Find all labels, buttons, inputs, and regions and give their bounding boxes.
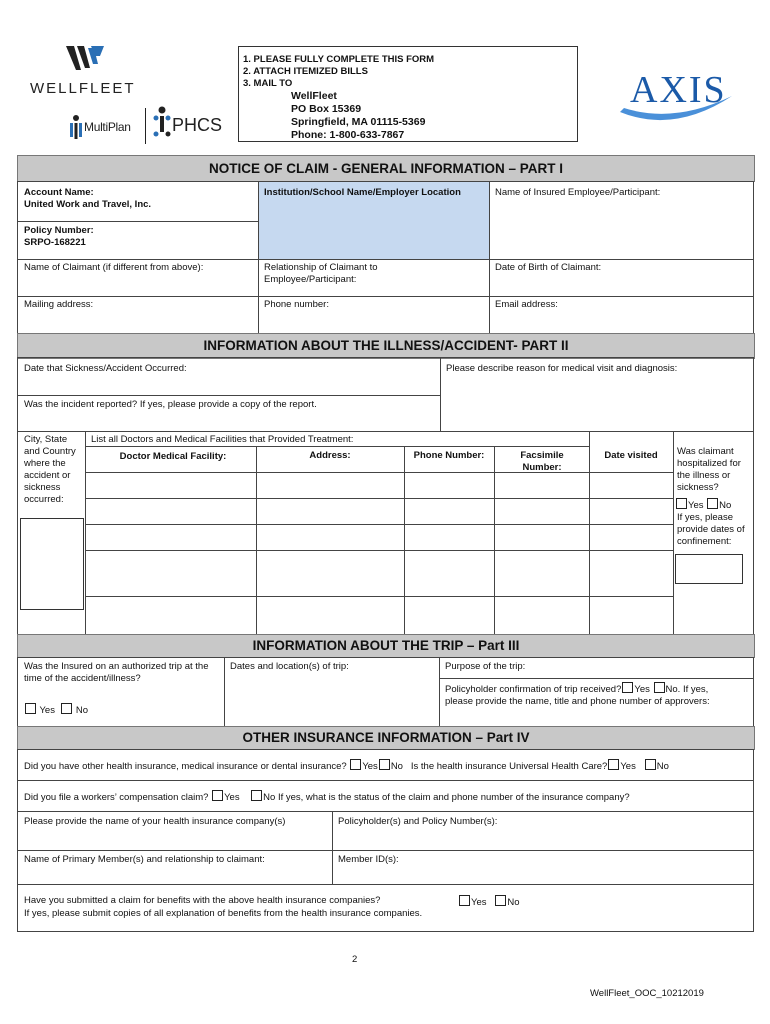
submitted-claim-note: If yes, please submit copies of all explanation of benefits from the health insurance companies. — [24, 908, 423, 919]
incident-reported-label: Was the incident reported? If yes, please provide a copy of the report. — [24, 399, 317, 410]
col-phone: Phone Number: — [413, 450, 485, 461]
wellfleet-mark-icon — [60, 42, 110, 76]
authorized-trip-label: Was the Insured on an authorized trip at the time of the accident/illness? — [24, 661, 209, 684]
submitted-yes-label: Yes — [471, 897, 487, 908]
col-fax: Facsimile Number: — [520, 450, 564, 473]
part1-header: NOTICE OF CLAIM - GENERAL INFORMATION – PART I — [17, 155, 755, 182]
confirmation-yes-label: Yes — [634, 684, 650, 695]
doctors-list-label: List all Doctors and Medical Facilities that Provided Treatment: — [91, 434, 354, 445]
other-insurance-yes-label: Yes — [362, 761, 378, 772]
phcs-wordmark: PHCS — [172, 115, 223, 135]
submitted-no-label: No — [507, 897, 520, 908]
workers-no-checkbox[interactable] — [251, 790, 262, 801]
primary-member-label: Name of Primary Member(s) and relationship to claimant: — [24, 854, 265, 865]
part2-table — [17, 357, 754, 635]
other-insurance-question: Did you have other health insurance, medical insurance or dental insurance? — [24, 761, 347, 772]
trip-confirmation — [445, 682, 751, 708]
mail-phone: Phone: 1-800-633-7867 — [291, 129, 405, 141]
trip-dates-label: Dates and location(s) of trip: — [230, 661, 349, 672]
multiplan-icon — [68, 114, 84, 142]
authorized-trip-options — [24, 703, 88, 717]
insurance-company-label: Please provide the name of your health insurance company(s) — [24, 816, 286, 827]
mail-pobox: PO Box 15369 — [291, 103, 362, 115]
insured-name-label: Name of Insured Employee/Participant: — [495, 187, 661, 198]
policy-number-label: Policy Number: — [24, 225, 94, 236]
instruction-2: 2. ATTACH ITEMIZED BILLS — [243, 66, 368, 77]
logo-divider — [145, 108, 146, 144]
accident-location-label: City, State and Country where the accident or sickness occurred: — [24, 434, 76, 505]
hospitalized-no-label: No — [719, 500, 732, 511]
confirmation-no-checkbox[interactable] — [654, 682, 665, 693]
account-name-label: Account Name: — [24, 187, 94, 198]
submitted-claim-question: Have you submitted a claim for benefits with the above health insurance companies? — [24, 895, 381, 906]
workers-no-label: No — [263, 792, 276, 803]
universal-care-question: Is the health insurance Universal Health Care? — [410, 761, 608, 772]
workers-comp-question: Did you file a workers’ compensation claim? — [24, 792, 209, 803]
incident-date-label: Date that Sickness/Accident Occurred: — [24, 363, 187, 374]
col-doctor: Doctor Medical Facility: — [119, 451, 227, 462]
hospitalized-no-checkbox[interactable] — [707, 498, 718, 509]
workers-comp-row — [24, 790, 630, 804]
part1-table — [17, 181, 754, 334]
authorized-no-label: No — [75, 705, 89, 716]
other-insurance-no-label: No — [390, 761, 403, 772]
confirmation-ifyes: If yes, — [680, 684, 709, 695]
accident-location-field[interactable] — [20, 518, 84, 610]
mail-name: WellFleet — [291, 90, 337, 102]
axis-wordmark: AXIS — [630, 69, 727, 111]
form-id: WellFleet_OOC_10212019 — [590, 988, 704, 999]
submitted-yes-checkbox[interactable] — [459, 895, 470, 906]
wellfleet-wordmark: WELLFLEET — [30, 80, 136, 97]
phcs-icon — [152, 106, 172, 142]
instruction-3: 3. MAIL TO — [243, 78, 293, 89]
institution-label: Institution/School Name/Employer Location — [264, 187, 461, 198]
other-insurance-row — [24, 759, 669, 773]
trip-purpose-label: Purpose of the trip: — [445, 661, 526, 672]
page-number: 2 — [352, 954, 358, 965]
workers-yes-label: Yes — [224, 792, 240, 803]
authorized-no-checkbox[interactable] — [61, 703, 72, 714]
account-name-value: United Work and Travel, Inc. — [24, 199, 152, 210]
multiplan-wordmark: MultiPlan — [84, 120, 131, 134]
workers-yes-checkbox[interactable] — [212, 790, 223, 801]
mailing-address-label: Mailing address: — [24, 299, 94, 310]
part4-table — [17, 749, 754, 932]
other-insurance-no-checkbox[interactable] — [379, 759, 390, 770]
instruction-1: 1. PLEASE FULLY COMPLETE THIS FORM — [243, 54, 435, 65]
policyholder-label: Policyholder(s) and Policy Number(s): — [338, 816, 498, 827]
authorized-yes-label: Yes — [39, 705, 55, 716]
instructions-box — [238, 46, 578, 142]
part3-table — [17, 657, 754, 727]
part3-header: INFORMATION ABOUT THE TRIP – Part III — [17, 634, 755, 658]
workers-followup: If yes, what is the status of the claim and phone number of the insurance company? — [277, 792, 630, 803]
visit-reason-label: Please describe reason for medical visit and diagnosis: — [446, 363, 678, 374]
submitted-no-checkbox[interactable] — [495, 895, 506, 906]
dob-label: Date of Birth of Claimant: — [495, 262, 602, 273]
axis-logo — [614, 66, 740, 126]
hospitalized-yes-label: Yes — [688, 500, 704, 511]
universal-yes-checkbox[interactable] — [608, 759, 619, 770]
universal-no-checkbox[interactable] — [645, 759, 656, 770]
phone-number-label: Phone number: — [264, 299, 329, 310]
submitted-claim-options — [458, 895, 520, 909]
part2-header: INFORMATION ABOUT THE ILLNESS/ACCIDENT- PART II — [17, 333, 755, 359]
claimant-name-label: Name of Claimant (if different from above): — [24, 262, 204, 273]
col-date-visited: Date visited — [604, 450, 658, 461]
confinement-label: If yes, please provide dates of confinement: — [677, 512, 745, 547]
hospitalized-yes-checkbox[interactable] — [676, 498, 687, 509]
confirmation-question: Policyholder confirmation of trip received? — [445, 684, 622, 695]
confirmation-no-label: No. — [665, 684, 681, 695]
universal-no-label: No — [656, 761, 669, 772]
part4-header: OTHER INSURANCE INFORMATION – Part IV — [17, 726, 755, 750]
confirmation-yes-checkbox[interactable] — [622, 682, 633, 693]
wellfleet-logo — [30, 42, 134, 98]
confinement-dates-field[interactable] — [675, 554, 743, 584]
email-address-label: Email address: — [495, 299, 558, 310]
member-id-label: Member ID(s): — [338, 854, 399, 865]
policy-number-value: SRPO-168221 — [24, 237, 86, 248]
confirmation-approvers: please provide the name, title and phone number of approvers: — [445, 696, 710, 707]
phcs-logo — [152, 106, 232, 144]
insured-name-field[interactable] — [490, 202, 752, 258]
hospitalized-options — [675, 498, 731, 512]
relationship-label: Relationship of Claimant to Employee/Participant: — [264, 262, 378, 285]
col-address: Address: — [309, 450, 351, 461]
other-insurance-yes-checkbox[interactable] — [350, 759, 361, 770]
authorized-yes-checkbox[interactable] — [25, 703, 36, 714]
universal-yes-label: Yes — [620, 761, 636, 772]
mail-city: Springfield, MA 01115-5369 — [291, 116, 426, 128]
hospitalized-label: Was claimant hospitalized for the illness or sickness? — [677, 446, 741, 493]
multiplan-logo — [68, 112, 140, 142]
